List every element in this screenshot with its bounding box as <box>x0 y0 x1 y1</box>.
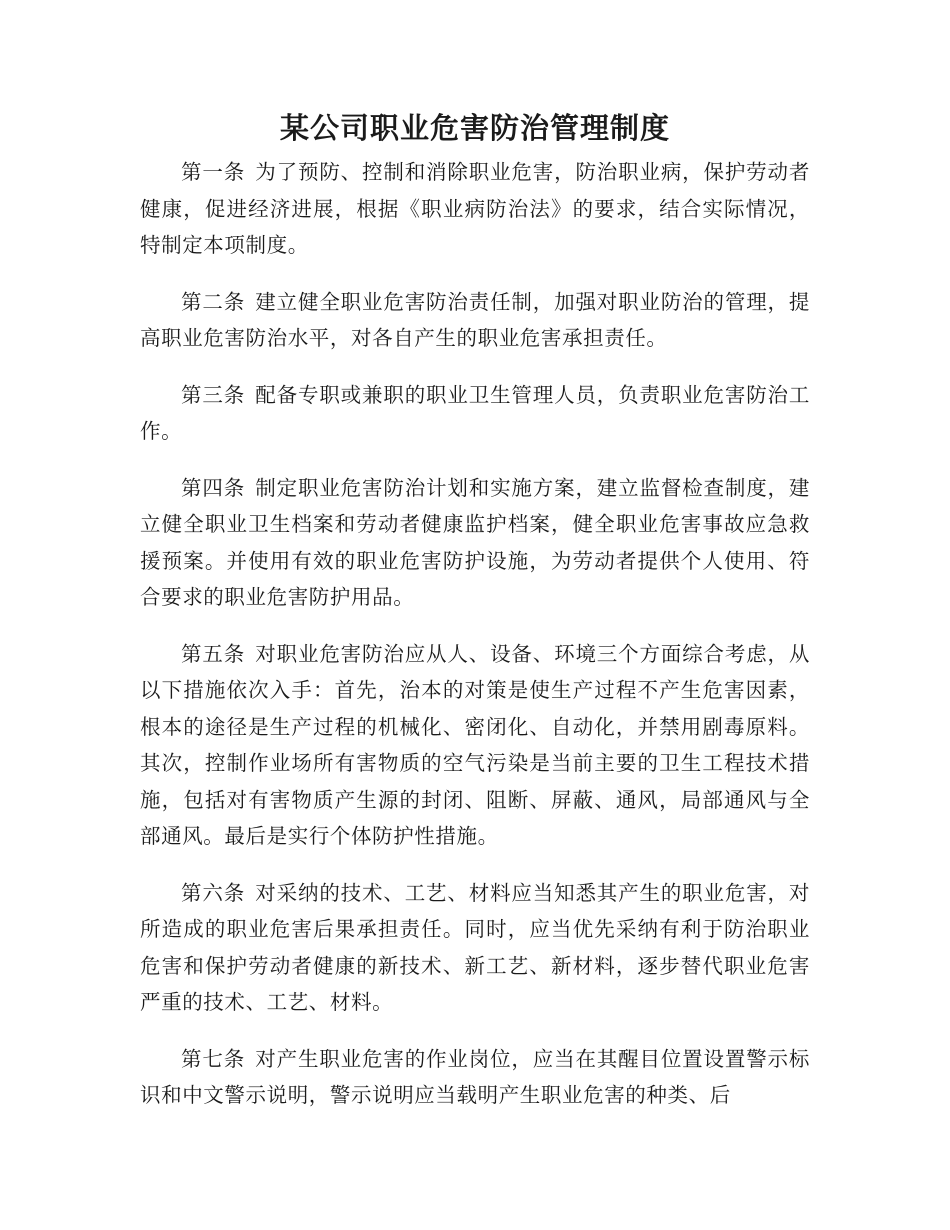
article-text: 制定职业危害防治计划和实施方案，建立监督检查制度，建立健全职业卫生档案和劳动者健康监护档案，健全职业危害事故应急救援预案。并使用有效的职业危害防护设施，为劳动者提供个人使用、符合要求的职业危害防护用品。 <box>140 475 810 609</box>
article-text: 对产生职业危害的作业岗位，应当在其醒目位置设置警示标识和中文警示说明，警示说明应当载明产生职业危害的种类、后 <box>140 1046 810 1107</box>
article-number: 第三条 <box>181 382 246 407</box>
article-text: 对职业危害防治应从人、设备、环境三个方面综合考虑，从以下措施依次入手：首先，治本的对策是使生产过程不产生危害因素，根本的途径是生产过程的机械化、密闭化、自动化，并禁用剧毒原料。其次，控制作业场所有害物质的空气污染是当前主要的卫生工程技术措施，包括对有害物质产生源的封闭、阻断、屏蔽、通风，局部通风与全部通风。最后是实行个体防护性措施。 <box>140 641 810 848</box>
article-7 <box>140 1041 810 1114</box>
article-2 <box>140 284 810 357</box>
article-number: 第六条 <box>181 880 246 905</box>
article-text: 建立健全职业危害防治责任制，加强对职业防治的管理，提高职业危害防治水平，对各自产生的职业危害承担责任。 <box>140 289 810 350</box>
article-text: 对采纳的技术、工艺、材料应当知悉其产生的职业危害，对所造成的职业危害后果承担责任。同时，应当优先采纳有利于防治职业危害和保护劳动者健康的新技术、新工艺、新材料，逐步替代职业危害严重的技术、工艺、材料。 <box>140 880 810 1014</box>
article-1 <box>140 154 810 264</box>
article-6 <box>140 875 810 1021</box>
article-5 <box>140 636 810 855</box>
article-number: 第一条 <box>181 160 246 184</box>
article-number: 第四条 <box>181 475 246 500</box>
article-number: 第二条 <box>181 289 246 314</box>
article-3 <box>140 377 810 450</box>
article-4 <box>140 470 810 616</box>
document-title: 某公司职业危害防治管理制度 <box>279 111 670 145</box>
article-number: 第五条 <box>181 641 246 666</box>
article-number: 第七条 <box>181 1046 246 1071</box>
article-text: 为了预防、控制和消除职业危害，防治职业病，保护劳动者健康，促进经济进展，根据《职业病防治法》的要求，结合实际情况，特制定本项制度。 <box>140 160 810 257</box>
article-text: 配备专职或兼职的职业卫生管理人员，负责职业危害防治工作。 <box>140 382 810 443</box>
